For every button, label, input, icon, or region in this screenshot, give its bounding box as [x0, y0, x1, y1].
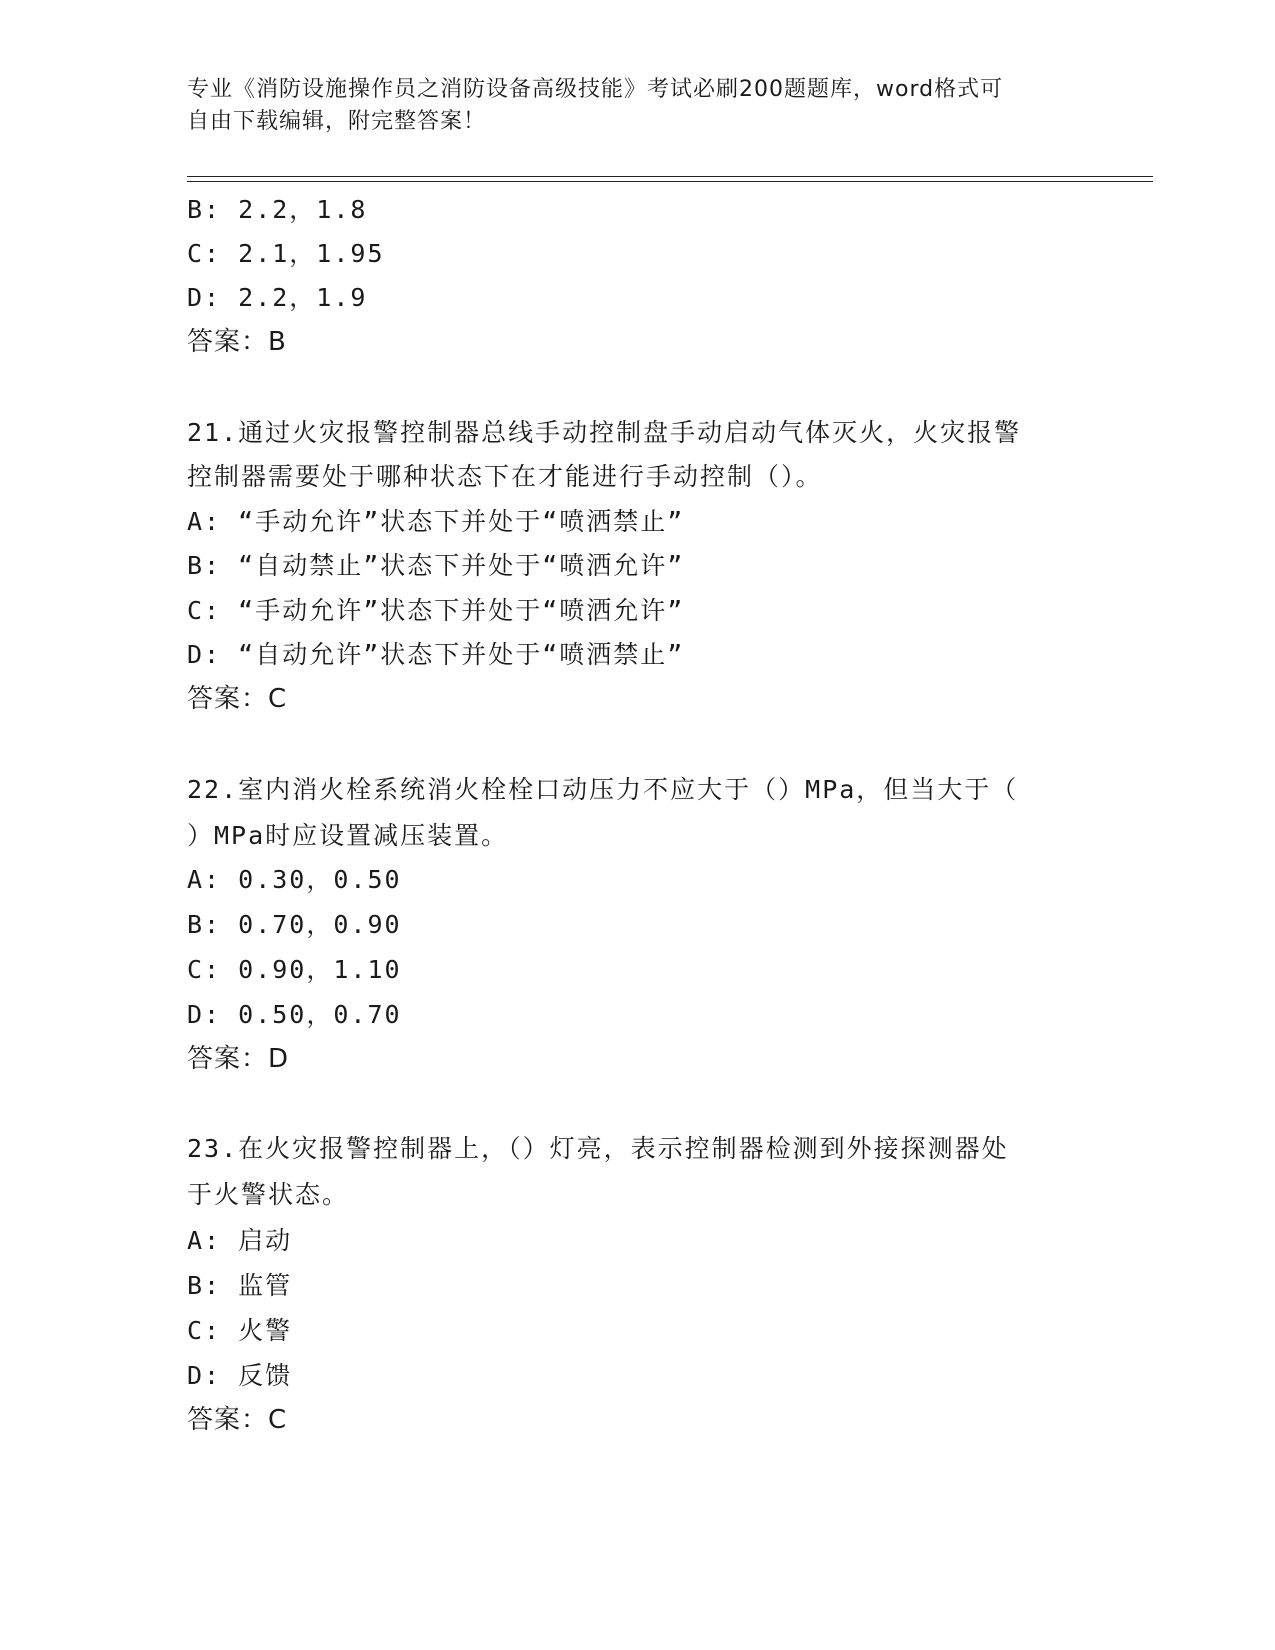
question-stem-line: 23.在火灾报警控制器上，（）灯亮，表示控制器检测到外接探测器处: [187, 1134, 1009, 1163]
question-stem-line: ）MPa时应设置减压装置。: [187, 821, 509, 850]
option-d: D: 0.50，0.70: [187, 1000, 402, 1029]
option-c: C: 2.1，1.95: [187, 239, 385, 268]
question-stem-line: 21.通过火灾报警控制器总线手动控制盘手动启动气体灭火，火灾报警: [187, 418, 1022, 447]
answer-line: 答案：B: [187, 327, 287, 357]
document-header: [187, 74, 1087, 138]
option-b: B: “自动禁止”状态下并处于“喷洒允许”: [187, 551, 685, 580]
option-c: C: “手动允许”状态下并处于“喷洒允许”: [187, 596, 685, 625]
option-d: D: “自动允许”状态下并处于“喷洒禁止”: [187, 640, 685, 669]
question-stem-line: 控制器需要处于哪种状态下在才能进行手动控制（）。: [187, 462, 823, 491]
header-line-1: 专业《消防设施操作员之消防设备高级技能》考试必刷200题题库，word格式可: [187, 77, 1004, 102]
option-d: D: 2.2，1.9: [187, 283, 368, 312]
header-divider-bottom: [187, 181, 1153, 182]
answer-line: 答案：C: [187, 684, 288, 714]
option-b: B: 2.2，1.8: [187, 195, 368, 224]
answer-line: 答案：D: [187, 1044, 290, 1074]
question-stem-line: 22.室内消火栓系统消火栓栓口动压力不应大于（）MPa，但当大于（: [187, 775, 1019, 804]
header-divider-top: [187, 176, 1153, 177]
answer-line: 答案：C: [187, 1405, 288, 1435]
option-b: B: 0.70，0.90: [187, 910, 402, 939]
option-c: C: 火警: [187, 1316, 293, 1345]
option-a: A: “手动允许”状态下并处于“喷洒禁止”: [187, 507, 685, 536]
option-b: B: 监管: [187, 1271, 293, 1300]
header-line-2: 自由下载编辑，附完整答案！: [187, 109, 487, 134]
option-d: D: 反馈: [187, 1361, 293, 1390]
option-a: A: 启动: [187, 1226, 293, 1255]
question-stem-line: 于火警状态。: [187, 1180, 350, 1209]
option-c: C: 0.90，1.10: [187, 955, 402, 984]
option-a: A: 0.30，0.50: [187, 865, 402, 894]
